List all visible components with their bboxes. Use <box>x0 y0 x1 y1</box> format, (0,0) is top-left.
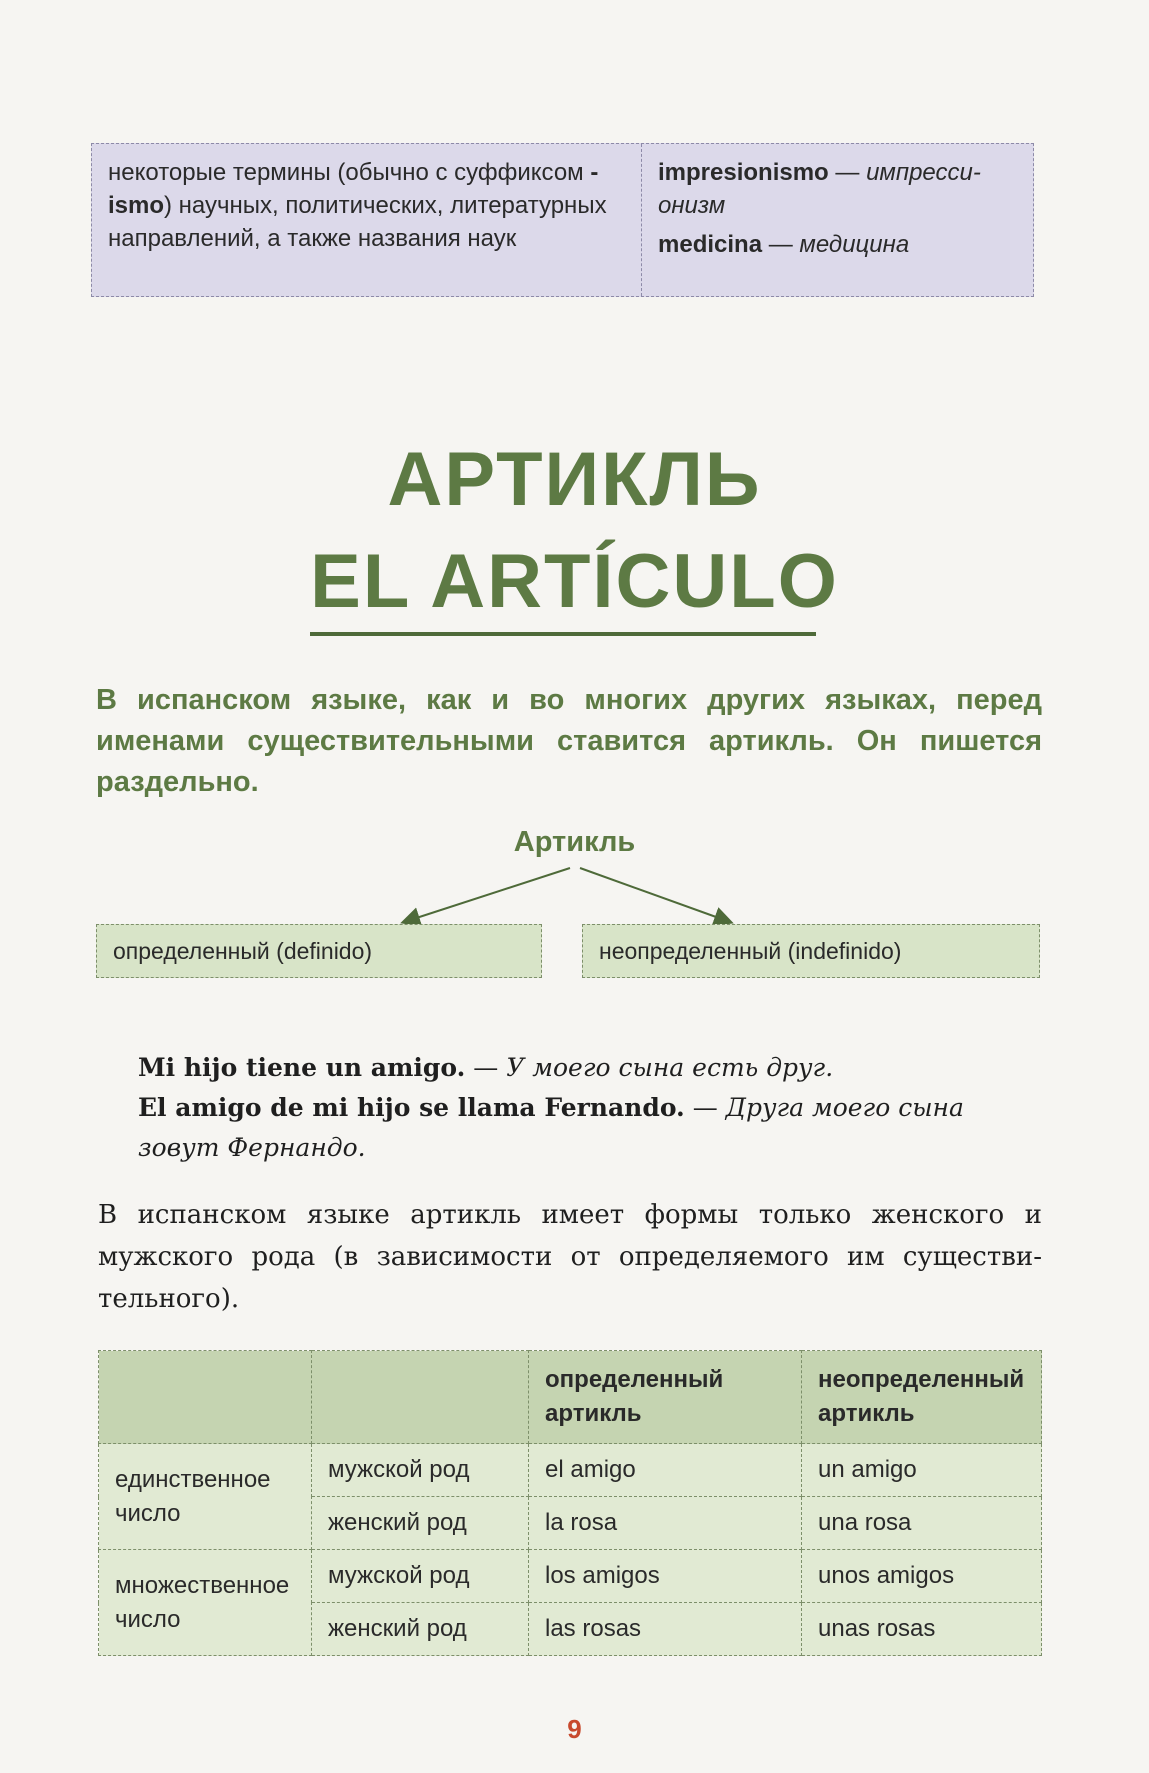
arrow-to-indefinite <box>580 868 730 922</box>
intro-text: В испанском языке, как и во многих других языках, перед именами существительными ставится артикль. Он пишется раздельно. <box>96 684 1042 798</box>
diagram-arrows <box>0 860 1149 930</box>
gender-cell: мужской род <box>312 1444 529 1497</box>
indefinite-cell: un amigo <box>802 1444 1042 1497</box>
articles-table <box>98 1350 1042 1656</box>
example-line: Mi hijo tiene un amigo. — У моего сына есть друг. <box>138 1053 834 1082</box>
diagram-label: Артикль <box>513 826 636 858</box>
example-line: El amigo de mi hijo se llama Fernando. — Друга моего сына зовут Фернандо. <box>138 1093 964 1162</box>
terms-description: некоторые термины (обычно с суффиксом -ismo) научных, политических, литературных направлений, а также названия наук <box>92 144 642 296</box>
definite-article-box: определенный (definido) <box>96 924 542 978</box>
body-paragraph: В испанском языке артикль имеет формы только женского и мужского рода (в зависимости от определяемого им существительного). <box>98 1200 1042 1314</box>
terms-table <box>91 143 1034 297</box>
indefinite-article-box: неопределенный (indefinido) <box>582 924 1040 978</box>
term-example: medicina — медицина <box>658 231 910 258</box>
gender-cell: мужской род <box>312 1550 529 1603</box>
table-header-cell <box>99 1351 312 1444</box>
arrow-to-definite <box>404 868 570 922</box>
definite-cell: las rosas <box>529 1603 802 1656</box>
terms-examples <box>642 144 1033 296</box>
indefinite-cell: una rosa <box>802 1497 1042 1550</box>
table-row <box>99 1550 1042 1603</box>
definite-cell: la rosa <box>529 1497 802 1550</box>
table-row <box>99 1444 1042 1497</box>
indefinite-cell: unos amigos <box>802 1550 1042 1603</box>
table-header-cell: определенный артикль <box>529 1351 802 1444</box>
number-cell: единственное число <box>99 1444 312 1550</box>
page-number: 9 <box>567 1714 582 1744</box>
definite-cell: los amigos <box>529 1550 802 1603</box>
suffix-ismo: -ismo <box>108 159 599 219</box>
table-header-row <box>99 1351 1042 1444</box>
chapter-title-es: EL ARTÍCULO <box>310 539 839 624</box>
term-example: impresionismo — импрессионизм <box>658 159 981 219</box>
number-cell: множественное число <box>99 1550 312 1656</box>
title-underline <box>310 632 816 636</box>
definite-cell: el amigo <box>529 1444 802 1497</box>
gender-cell: женский род <box>312 1497 529 1550</box>
table-header-cell: неопределенный артикль <box>802 1351 1042 1444</box>
gender-cell: женский род <box>312 1603 529 1656</box>
indefinite-cell: unas rosas <box>802 1603 1042 1656</box>
examples <box>138 1048 1043 1168</box>
table-header-cell <box>312 1351 529 1444</box>
chapter-title-ru: АРТИКЛЬ <box>387 437 762 522</box>
